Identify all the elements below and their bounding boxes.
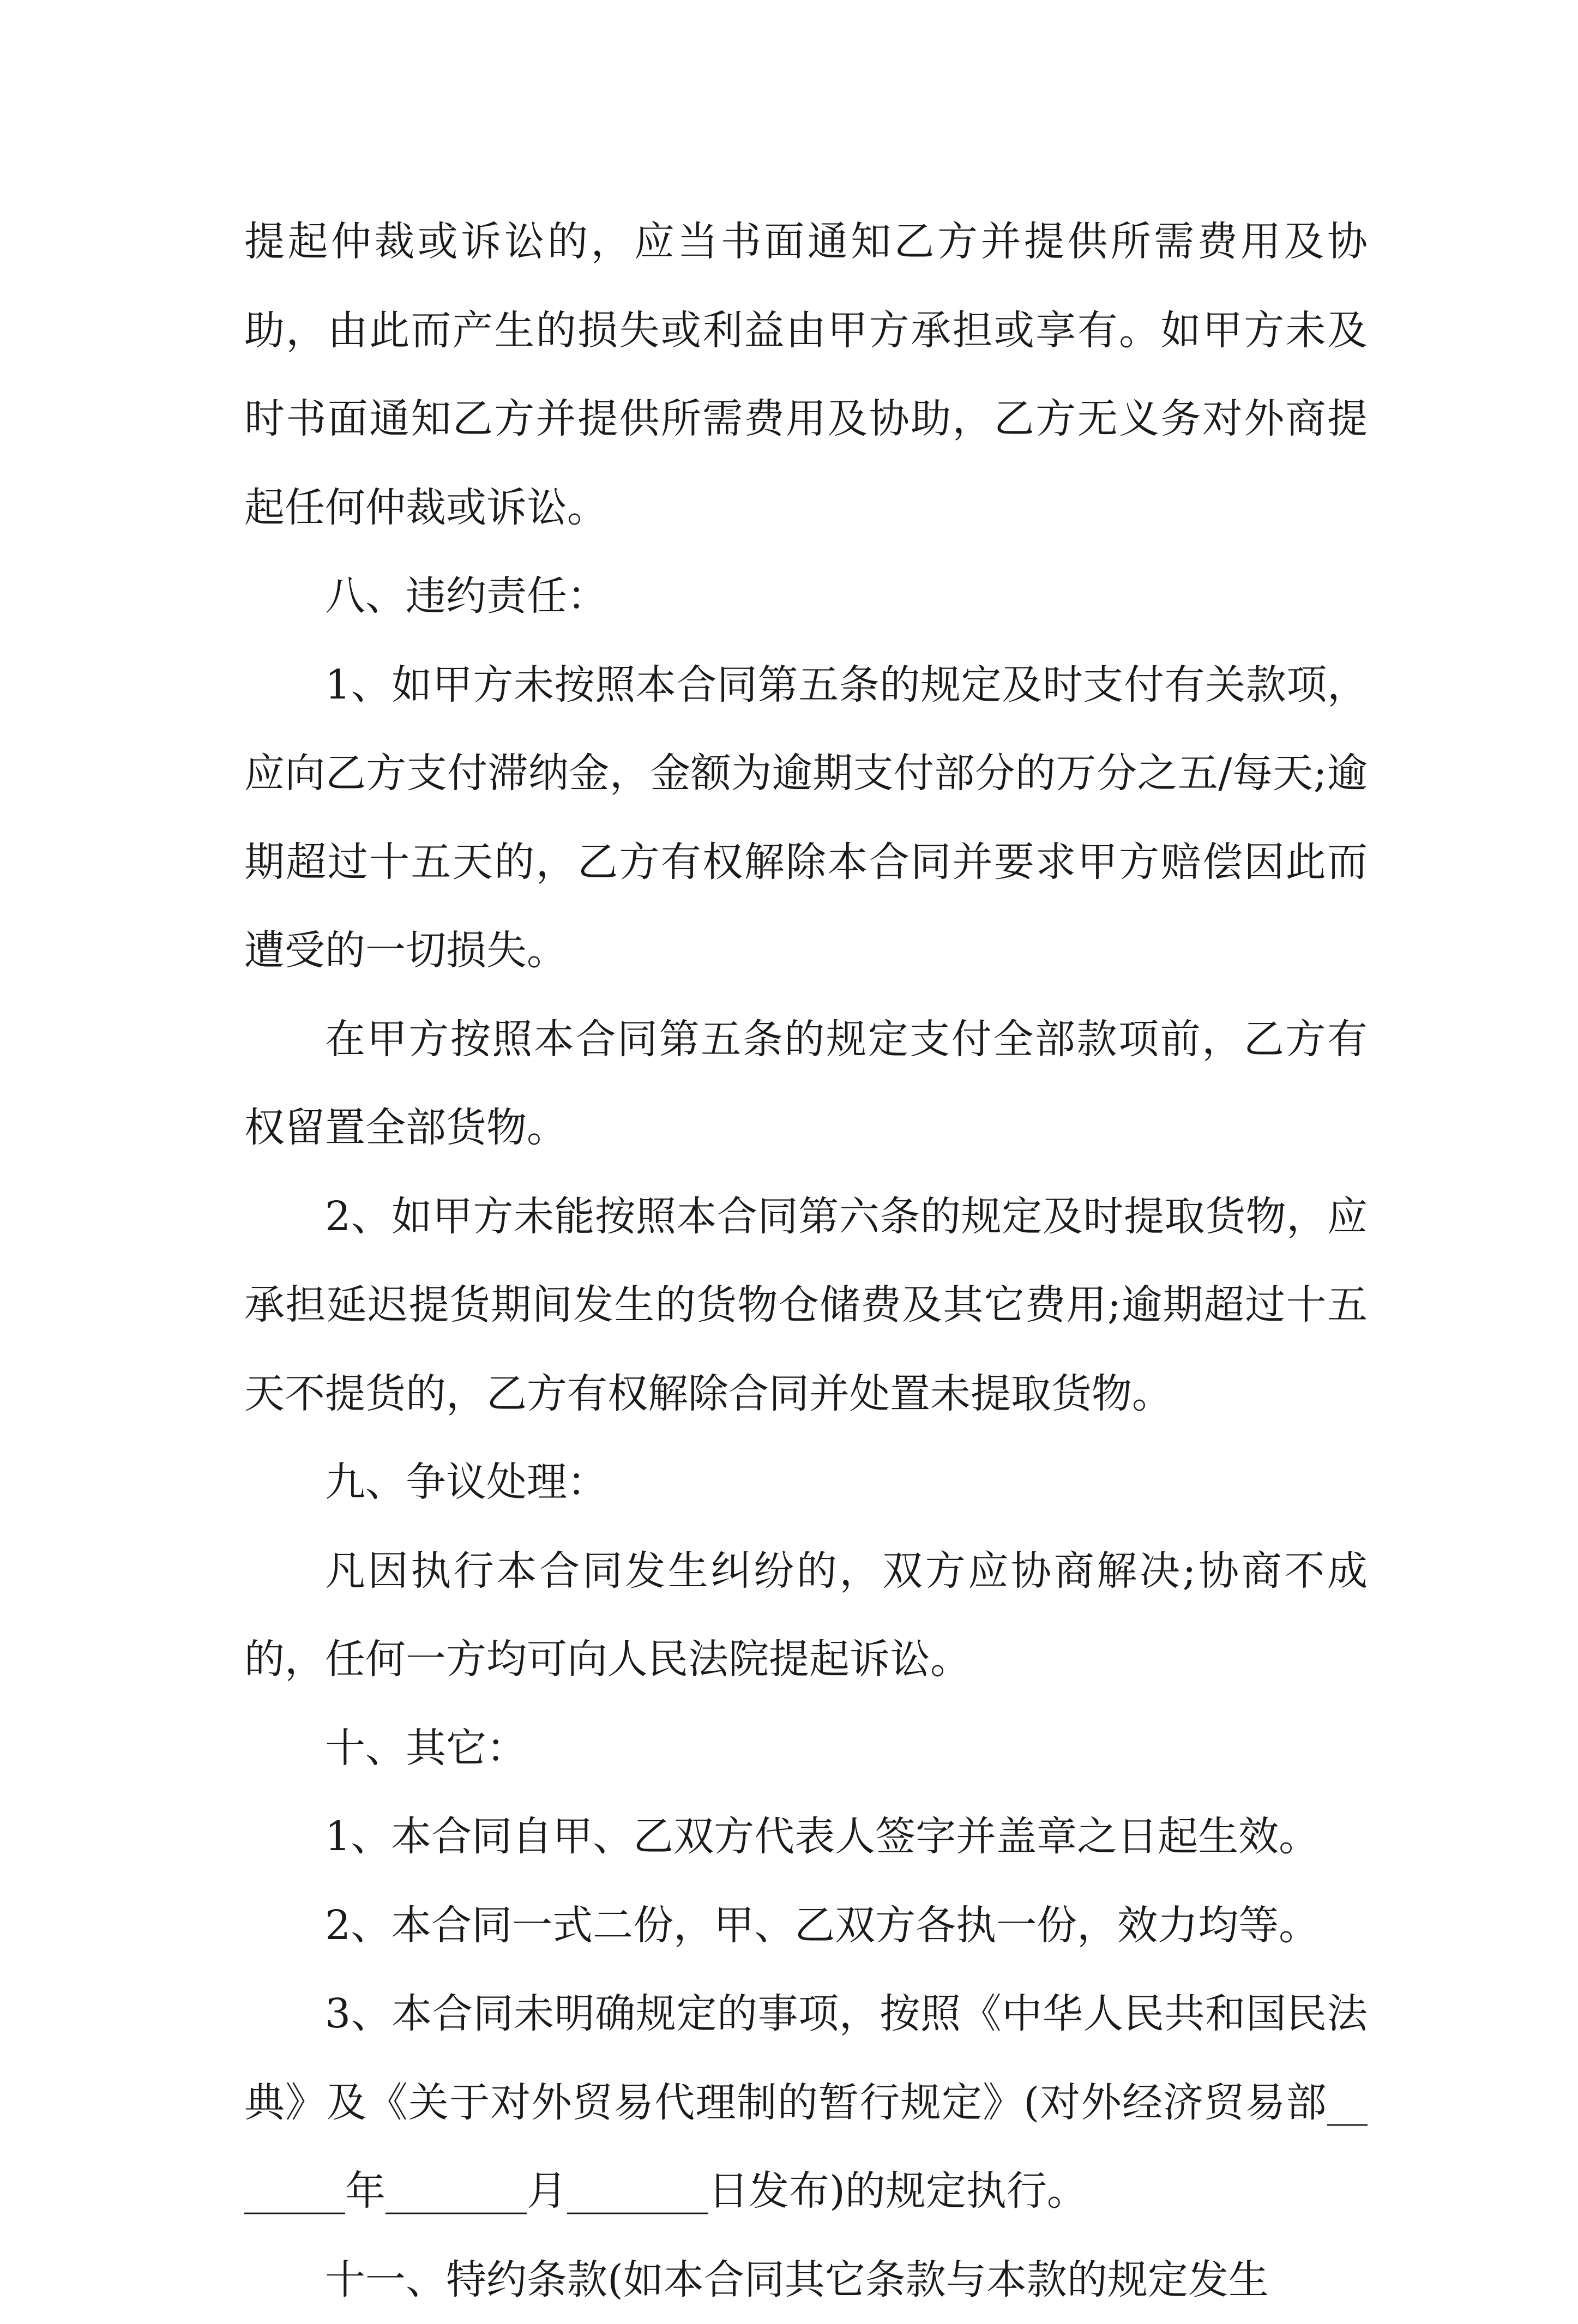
section-heading-special-terms: 十一、特约条款(如本合同其它条款与本款的规定发生 bbox=[244, 2236, 1368, 2324]
section-heading-breach-liability: 八、违约责任： bbox=[244, 552, 1368, 641]
clause-governing-rules: 3、本合同未明确规定的事项，按照《中华人民共和国民法典》及《关于对外贸易代理制的暂行规定》(对外经济贸易部_______年_______月_______日发布)的规定执行。 bbox=[244, 1970, 1368, 2236]
section-heading-dispute-resolution: 九、争议处理： bbox=[244, 1438, 1368, 1527]
clause-late-pickup: 2、如甲方未能按照本合同第六条的规定及时提取货物，应承担延迟提货期间发生的货物仓储费及其它费用;逾期超过十五天不提货的，乙方有权解除合同并处置未提取货物。 bbox=[244, 1172, 1368, 1438]
section-heading-miscellaneous: 十、其它： bbox=[244, 1704, 1368, 1793]
clause-late-payment: 1、如甲方未按照本合同第五条的规定及时支付有关款项，应向乙方支付滞纳金，金额为逾期支付部分的万分之五/每天;逾期超过十五天的，乙方有权解除本合同并要求甲方赔偿因此而遭受的一切损失。 bbox=[244, 641, 1368, 995]
clause-lien-on-goods: 在甲方按照本合同第五条的规定支付全部款项前，乙方有权留置全部货物。 bbox=[244, 995, 1368, 1172]
clause-dispute-litigation: 凡因执行本合同发生纠纷的，双方应协商解决;协商不成的，任何一方均可向人民法院提起诉讼。 bbox=[244, 1527, 1368, 1704]
paragraph-arbitration-notice: 提起仲裁或诉讼的，应当书面通知乙方并提供所需费用及协助，由此而产生的损失或利益由甲方承担或享有。如甲方未及时书面通知乙方并提供所需费用及协助，乙方无义务对外商提起任何仲裁或诉讼。 bbox=[244, 197, 1368, 552]
document-body bbox=[244, 197, 1368, 2324]
clause-effective-date: 1、本合同自甲、乙双方代表人签字并盖章之日起生效。 bbox=[244, 1792, 1368, 1881]
clause-copies: 2、本合同一式二份，甲、乙双方各执一份，效力均等。 bbox=[244, 1881, 1368, 1970]
